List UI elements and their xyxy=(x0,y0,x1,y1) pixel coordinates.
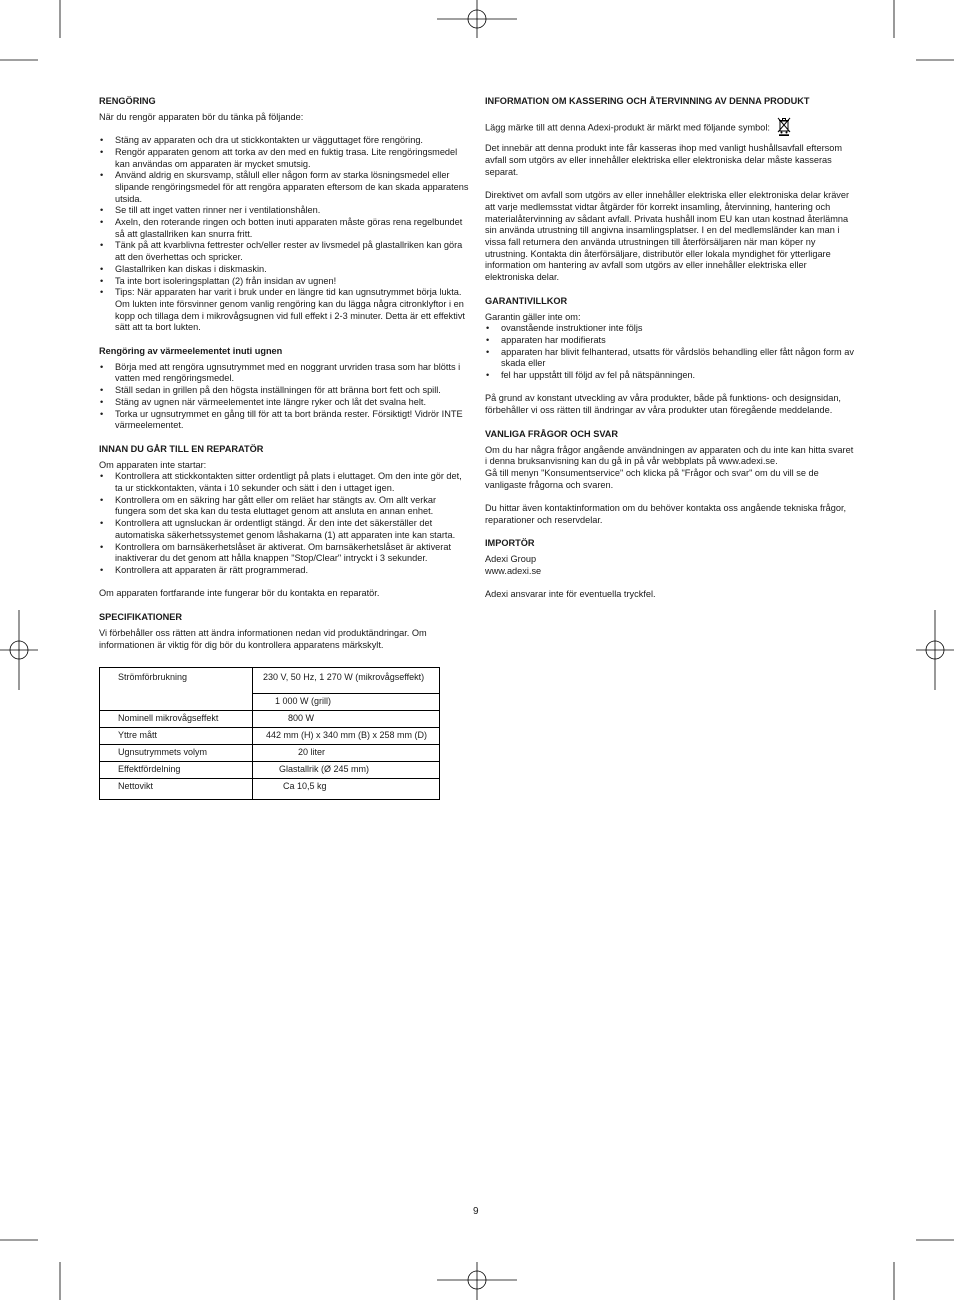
list-item: • Se till att inget vatten rinner ner i ventilationshålen. xyxy=(99,205,469,217)
faq-p3: Du hittar även kontaktinformation om du behöver kontakta oss angående tekniska frågor, reparationer och reservdelar. xyxy=(485,503,847,525)
kassering-p1: Lägg märke till att denna Adexi-produkt är märkt med följande symbol: xyxy=(485,122,770,132)
spec-intro: Vi förbehåller oss rätten att ändra informationen nedan vid produktändringar. Om informationen är viktig för dig bör du kontrollera apparatens märkskylt. xyxy=(99,627,427,650)
rengoring-list xyxy=(99,135,469,334)
table-row xyxy=(100,711,440,728)
reparator-intro: Om apparaten inte startar: xyxy=(99,459,207,470)
list-item: • Stäng av apparaten och dra ut stickkontakten ur vägguttaget före rengöring. xyxy=(99,135,469,147)
heading-varmeelement: Rengöring av värmeelementet inuti ugnen xyxy=(99,346,283,357)
faq-p2: Gå till menyn "Konsumentservice" och klicka på "Frågor och svar" om du vill se de vanligaste frågorna och svaren. xyxy=(485,467,819,490)
heading-reparator: INNAN DU GÅR TILL EN REPARATÖR xyxy=(99,443,264,454)
spec-label: Nettovikt xyxy=(100,779,253,800)
weee-bin-icon xyxy=(777,116,791,140)
spec-label: Strömförbrukning xyxy=(100,668,253,711)
table-row xyxy=(100,728,440,745)
list-item: • Glastallriken kan diskas i diskmaskin. xyxy=(99,264,469,276)
importor-note: Adexi ansvarar inte för eventuella tryckfel. xyxy=(485,589,656,600)
faq-p1: Om du har några frågor angående användningen av apparaten och du inte kan hitta svaret i denna bruksanvisning kan du gå in på vår webbplats på www.adexi.se. xyxy=(485,444,854,467)
reparator-list xyxy=(99,471,469,576)
section-varmeelement xyxy=(99,346,469,432)
heading-spec: SPECIFIKATIONER xyxy=(99,612,183,623)
list-item: • Ställ sedan in grillen på den högsta inställningen för att bränna bort fett och spill. xyxy=(99,385,469,397)
table-row xyxy=(100,779,440,800)
spec-label: Nominell mikrovågseffekt xyxy=(100,711,253,728)
spec-value: 1 000 W (grill) xyxy=(253,694,440,711)
list-item: • fel har uppstått till följd av fel på nätspänningen. xyxy=(485,370,855,382)
heading-importor: IMPORTÖR xyxy=(485,538,535,549)
spec-value: Ca 10,5 kg xyxy=(253,779,440,800)
right-column xyxy=(485,96,855,613)
list-item: • Börja med att rengöra ugnsutrymmet med en noggrant urvriden trasa som har blötts i vatten med rengöringsmedel. xyxy=(99,362,469,385)
table-row xyxy=(100,668,440,694)
garanti-list xyxy=(485,323,855,382)
table-row xyxy=(100,745,440,762)
list-item: • Axeln, den roterande ringen och botten inuti apparaten måste göras rena regelbundet så att glastallriken kan snurra fritt. xyxy=(99,217,469,240)
kassering-p1-wrap xyxy=(485,116,855,140)
section-reparator xyxy=(99,444,469,600)
list-item: • Kontrollera att stickkontakten sitter ordentligt på plats i eluttaget. Om den inte gör det, ta ur stickkontakten, vänta i 10 sekunder och sätt i den i uttaget igen. xyxy=(99,471,469,494)
list-item: • Stäng av ugnen när värmeelementet inte längre ryker och låt det svalna helt. xyxy=(99,397,469,409)
list-item: • Ta inte bort isoleringsplattan (2) från insidan av ugnen! xyxy=(99,276,469,288)
section-spec xyxy=(99,612,469,800)
heading-rengoring: RENGÖRING xyxy=(99,96,156,106)
spec-value: 442 mm (H) x 340 mm (B) x 258 mm (D) xyxy=(253,728,440,745)
list-item: • ovanstående instruktioner inte följs xyxy=(485,323,855,335)
list-item: • Kontrollera att ugnsluckan är ordentligt stängd. Är den inte det säkerställer det automatiska säkerhetssystemet genom låshakarna (1) att apparaten inte kan starta. xyxy=(99,518,469,541)
kassering-p3: Direktivet om avfall som utgörs av eller innehåller elektriska eller elektroniska delar kräver att varje medlemsstat vidtar åtgärder för korrekt insamling, återvinning, hantering och materialåtervinning av sådant avfall. Privata hushåll inom EU kan utan kostnad återlämna sin använda utrustning till angivna insamlingsplatser. I en del medlemsländer kan man i vissa fall returnera den använda utrustningen till återförsäljaren när man köper ny utrustning. Kontakta din återförsäljare, distributör eller lokala myndighet för ytterligare information om hantering av avfall som utgörs av eller innehåller elektriska eller elektroniska delar. xyxy=(485,190,850,283)
garanti-intro: Garantin gäller inte om: xyxy=(485,311,581,322)
list-item: • Torka ur ugnsutrymmet en gång till för att ta bort brända rester. Försiktigt! Vidrör INTE värmeelementet. xyxy=(99,409,469,432)
importor-name: Adexi Group xyxy=(485,554,537,565)
spec-label: Ugnsutrymmets volym xyxy=(100,745,253,762)
list-item: • apparaten har blivit felhanterad, utsatts för vårdslös behandling eller fått någon form av skada eller xyxy=(485,347,855,370)
heading-garanti: GARANTIVILLKOR xyxy=(485,295,568,306)
left-column xyxy=(99,96,469,812)
section-garanti xyxy=(485,296,855,417)
spec-value: 230 V, 50 Hz, 1 270 W (mikrovågseffekt) xyxy=(253,668,440,694)
spec-value: 20 liter xyxy=(253,745,440,762)
list-item: • Tips: När apparaten har varit i bruk under en längre tid kan ugnsutrymmet börja lukta. Om lukten inte försvinner genom vanlig rengöring kan du lägga några citronklyftor i en kopp och tillaga dem i mikrovågsugnen vid full effekt i 2-3 minuter. Detta är ett effektivt sätt att ta bort lukten. xyxy=(99,287,469,334)
section-importor xyxy=(485,538,855,601)
varmeelement-list xyxy=(99,362,469,432)
rengoring-intro: När du rengör apparaten bör du tänka på följande: xyxy=(99,111,304,122)
heading-faq: VANLIGA FRÅGOR OCH SVAR xyxy=(485,428,619,439)
section-kassering xyxy=(485,96,855,284)
spec-label: Effektfördelning xyxy=(100,762,253,779)
table-row xyxy=(100,762,440,779)
reparator-outro: Om apparaten fortfarande inte fungerar bör du kontakta en reparatör. xyxy=(99,588,380,599)
list-item: • Rengör apparaten genom att torka av den med en fuktig trasa. Lite rengöringsmedel kan användas om apparaten är mycket smutsig. xyxy=(99,147,469,170)
list-item: • Kontrollera om barnsäkerhetslåset är aktiverat. Om barnsäkerhetslåset är aktiverat inaktiverar du det genom att hålla knappen "Stop/Clear" intryckt i 3 sekunder. xyxy=(99,542,469,565)
spec-table xyxy=(99,667,440,800)
section-rengoring xyxy=(99,96,469,334)
kassering-p2: Det innebär att denna produkt inte får kasseras ihop med vanligt hushållsavfall eftersom avfall som utgörs av eller innehåller elektriska eller elektroniska delar måste kasseras separat. xyxy=(485,143,842,177)
list-item: • Kontrollera att apparaten är rätt programmerad. xyxy=(99,565,469,577)
spec-value: 800 W xyxy=(253,711,440,728)
heading-kassering: INFORMATION OM KASSERING OCH ÅTERVINNING AV DENNA PRODUKT xyxy=(485,96,810,106)
list-item: • Kontrollera om en säkring har gått eller om reläet har stängts av. Om allt verkar fungera som det ska kan du testa eluttaget genom att ansluta en annan enhet. xyxy=(99,495,469,518)
list-item: • apparaten har modifierats xyxy=(485,335,855,347)
section-faq xyxy=(485,429,855,527)
list-item: • Tänk på att kvarblivna fettrester och/eller rester av livsmedel på glastallriken kan göra att den överhettas och spricker. xyxy=(99,240,469,263)
spec-label: Yttre mått xyxy=(100,728,253,745)
page-number: 9 xyxy=(473,1206,479,1217)
list-item: • Använd aldrig en skursvamp, stålull eller någon form av starka lösningsmedel eller slipande rengöringsmedel för att rengöra apparaten eftersom de kan skada apparatens utsida. xyxy=(99,170,469,205)
garanti-outro: På grund av konstant utveckling av våra produkter, både på funktions- och designsidan, förbehåller vi oss rätten till ändringar av våra produkter utan föregående meddelande. xyxy=(485,393,841,416)
spec-value: Glastallrik (Ø 245 mm) xyxy=(253,762,440,779)
importor-website: www.adexi.se xyxy=(485,565,542,576)
